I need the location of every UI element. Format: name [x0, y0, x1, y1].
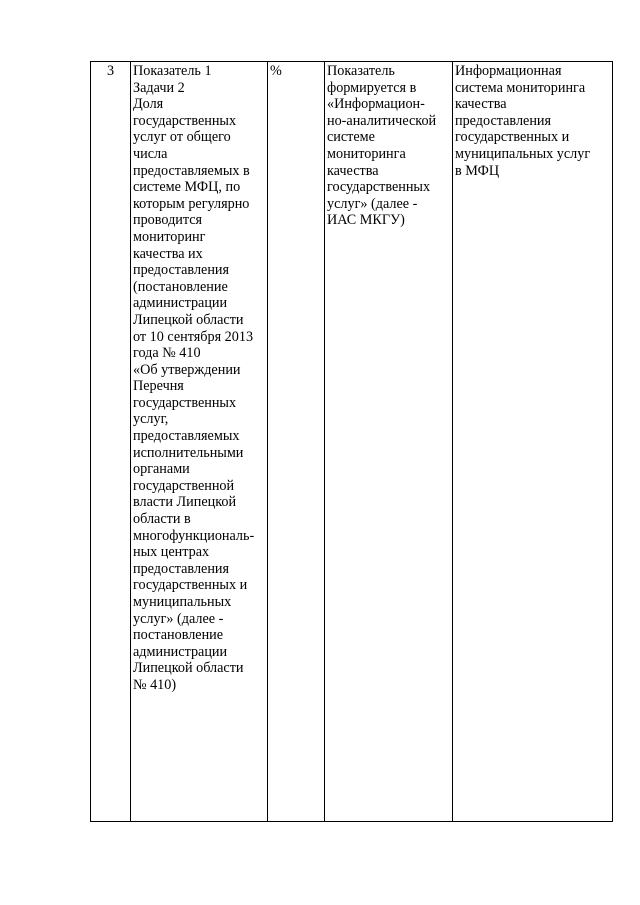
cell-text-line: (постановление — [133, 278, 228, 295]
cell-text-line: услуг» (далее - — [327, 195, 418, 212]
cell-text-line: государственных — [133, 394, 237, 411]
cell-text-line: Информационная — [455, 63, 562, 79]
cell-text-line: Задачи 2 — [133, 79, 185, 96]
cell-text-line: государственных — [327, 179, 431, 196]
cell-text-line: государственных и — [133, 577, 248, 594]
indicator-table — [90, 61, 613, 822]
cell-text-line: качества — [327, 162, 379, 179]
cell-text-line: Липецкой области — [133, 660, 244, 677]
cell-text-line: исполнительными — [133, 444, 244, 461]
indicator-name-text — [133, 63, 265, 694]
cell-text-line: система мониторинга — [455, 79, 586, 96]
cell-text-line: качества — [455, 96, 507, 113]
indicator-name-cell — [131, 62, 268, 822]
cell-text-line: услуг, — [133, 411, 169, 428]
cell-text-line: Показатель 1 — [133, 63, 212, 79]
cell-text-line: Показатель — [327, 63, 395, 79]
cell-text-line: «Об утверждении — [133, 361, 241, 378]
cell-text-line: «Информацион- — [327, 96, 425, 113]
cell-text-line: мониторинга — [327, 145, 406, 162]
cell-text-line: услуг» (далее - — [133, 610, 224, 627]
cell-text-line: формируется в — [327, 79, 417, 96]
cell-text-line: муниципальных услуг — [455, 145, 591, 162]
cell-text-line: предоставляемых — [133, 428, 240, 445]
cell-text-line: системе МФЦ, по — [133, 179, 241, 196]
data-source-cell — [453, 62, 613, 822]
cell-text-line: государственных — [133, 112, 237, 129]
cell-text-line: № 410) — [133, 676, 177, 693]
calculation-method-text — [327, 63, 450, 229]
cell-text-line: власти Липецкой — [133, 494, 237, 511]
cell-text-line: предоставления — [133, 262, 230, 279]
calculation-method-cell — [325, 62, 453, 822]
cell-text-line: Доля — [133, 96, 164, 113]
cell-text-line: многофункциональ- — [133, 527, 255, 544]
cell-text-line: ИАС МКГУ) — [327, 212, 405, 229]
cell-text-line: предоставления — [133, 560, 230, 577]
cell-text-line: администрации — [133, 643, 228, 660]
cell-text-line: услуг от общего — [133, 129, 231, 146]
unit-cell — [268, 62, 325, 822]
cell-text-line: области в — [133, 511, 191, 528]
cell-text-line: от 10 сентября 2013 — [133, 328, 254, 345]
cell-text-line: системе — [327, 129, 375, 146]
cell-text-line: администрации — [133, 295, 228, 312]
cell-text-line: предоставления — [455, 112, 552, 129]
cell-text-line: но-аналитической — [327, 112, 437, 129]
unit-value: % — [270, 63, 282, 79]
cell-text-line: государственных и — [455, 129, 570, 146]
cell-text-line: числа — [133, 145, 168, 162]
cell-text-line: Липецкой области — [133, 311, 244, 328]
cell-text-line: Перечня — [133, 378, 184, 395]
cell-text-line: предоставляемых в — [133, 162, 250, 179]
cell-text-line: года № 410 — [133, 345, 201, 362]
row-number-cell — [91, 62, 131, 822]
cell-text-line: проводится — [133, 212, 203, 229]
cell-text-line: государственной — [133, 477, 235, 494]
cell-text-line: мониторинг — [133, 228, 206, 245]
cell-text-line: которым регулярно — [133, 195, 250, 212]
cell-text-line: муниципальных — [133, 594, 232, 610]
row-number: 3 — [106, 63, 115, 79]
cell-text-line: органами — [133, 461, 190, 478]
cell-text-line: ных центрах — [133, 544, 210, 561]
cell-text-line: постановление — [133, 627, 224, 644]
data-source-text — [455, 63, 610, 179]
cell-text-line: качества их — [133, 245, 203, 262]
table-row — [91, 62, 613, 822]
cell-text-line: в МФЦ — [455, 162, 500, 179]
